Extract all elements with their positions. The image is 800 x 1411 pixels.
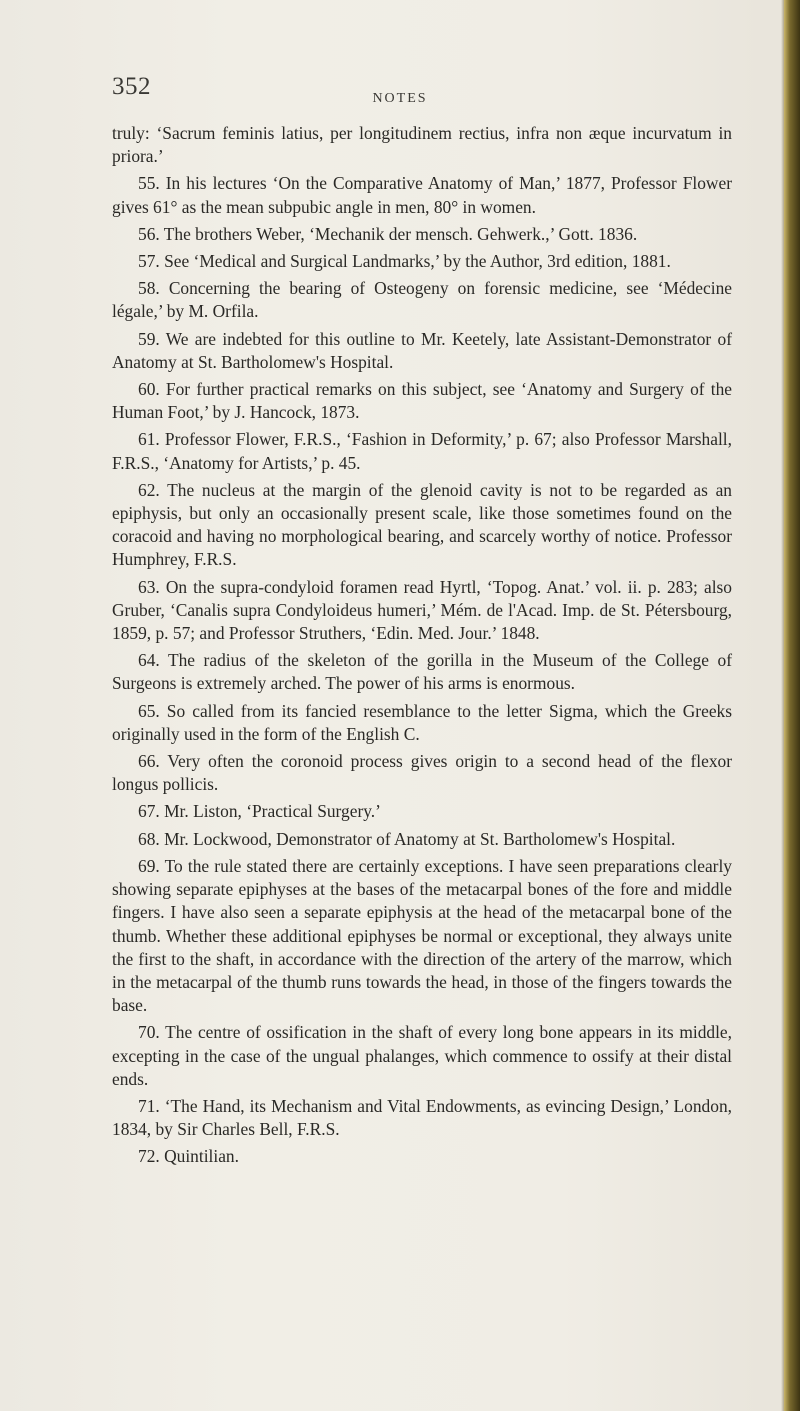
note-66: 66. Very often the coronoid process gives origin to a second head of the flexor longus pollicis. — [112, 751, 732, 795]
note-56: 56. The brothers Weber, ‘Mechanik der mensch. Gehwerk.,’ Gott. 1836. — [138, 223, 638, 244]
note-59: 59. We are indebted for this outline to Mr. Keetely, late Assistant-Demonstrator of Anatomy at St. Bartholomew's Hospital. — [112, 328, 732, 372]
notes-list — [112, 122, 732, 1173]
note-68: 68. Mr. Lockwood, Demonstrator of Anatomy at St. Bartholomew's Hospital. — [138, 828, 676, 849]
note-70: 70. The centre of ossification in the shaft of every long bone appears in its middle, excepting in the case of the ungual phalanges, which commence to ossify at their distal ends. — [112, 1022, 732, 1089]
running-head: NOTES — [372, 91, 428, 106]
note-55: 55. In his lectures ‘On the Comparative Anatomy of Man,’ 1877, Professor Flower gives 61° as the mean subpubic angle in men, 80° in women. — [112, 173, 732, 217]
note-62: 62. The nucleus at the margin of the glenoid cavity is not to be regarded as an epiphysis, but only an occasionally present scale, like those sometimes found on the coracoid and having no morphological bearing, and scarcely worthy of notice. Professor Humphrey, F.R.S. — [112, 479, 732, 570]
note-65: 65. So called from its fancied resemblance to the letter Sigma, which the Greeks originally used in the form of the English C. — [112, 700, 732, 744]
note-64: 64. The radius of the skeleton of the gorilla in the Museum of the College of Surgeons is extremely arched. The power of his arms is enormous. — [112, 650, 732, 694]
note-58: 58. Concerning the bearing of Osteogeny on forensic medicine, see ‘Médecine légale,’ by M. Orfila. — [112, 278, 732, 322]
note-72: 72. Quintilian. — [138, 1146, 239, 1167]
note-continuation: truly: ‘Sacrum feminis latius, per longitudinem rectius, infra non æque incurvatum in priora.’ — [112, 123, 732, 167]
note-60: 60. For further practical remarks on this subject, see ‘Anatomy and Surgery of the Human Foot,’ by J. Hancock, 1873. — [112, 379, 732, 423]
note-71: 71. ‘The Hand, its Mechanism and Vital Endowments, as evincing Design,’ London, 1834, by Sir Charles Bell, F.R.S. — [112, 1095, 732, 1140]
page-number: 352 — [112, 73, 151, 100]
note-63: 63. On the supra-condyloid foramen read Hyrtl, ‘Topog. Anat.’ vol. ii. p. 283; also Gruber, ‘Canalis supra Condyloideus humeri,’ Mém. de l'Acad. Imp. de St. Pétersbourg, 1859, p. 57; and Professor Struthers, ‘Edin. Med. Jour.’ 1848. — [112, 576, 732, 644]
note-69: 69. To the rule stated there are certainly exceptions. I have seen preparations clearly showing separate epiphyses at the bases of the metacarpal bones of the fore and middle fingers. I have also seen a separate epiphysis at the head of the metacarpal bone of the thumb. Whether these additional epiphyses be normal or exceptional, they always unite the first to the shaft, in accordance with the direction of the artery of the marrow, which in the metacarpal of the thumb runs towards the head, in those of the fingers towards the base. — [112, 855, 732, 1016]
note-61: 61. Professor Flower, F.R.S., ‘Fashion in Deformity,’ p. 67; also Professor Marshall, F.R.S., ‘Anatomy for Artists,’ p. 45. — [112, 429, 732, 473]
note-67: 67. Mr. Liston, ‘Practical Surgery.’ — [138, 801, 381, 822]
book-binding-edge — [784, 0, 800, 1411]
note-57: 57. See ‘Medical and Surgical Landmarks,’ by the Author, 3rd edition, 1881. — [138, 251, 671, 272]
